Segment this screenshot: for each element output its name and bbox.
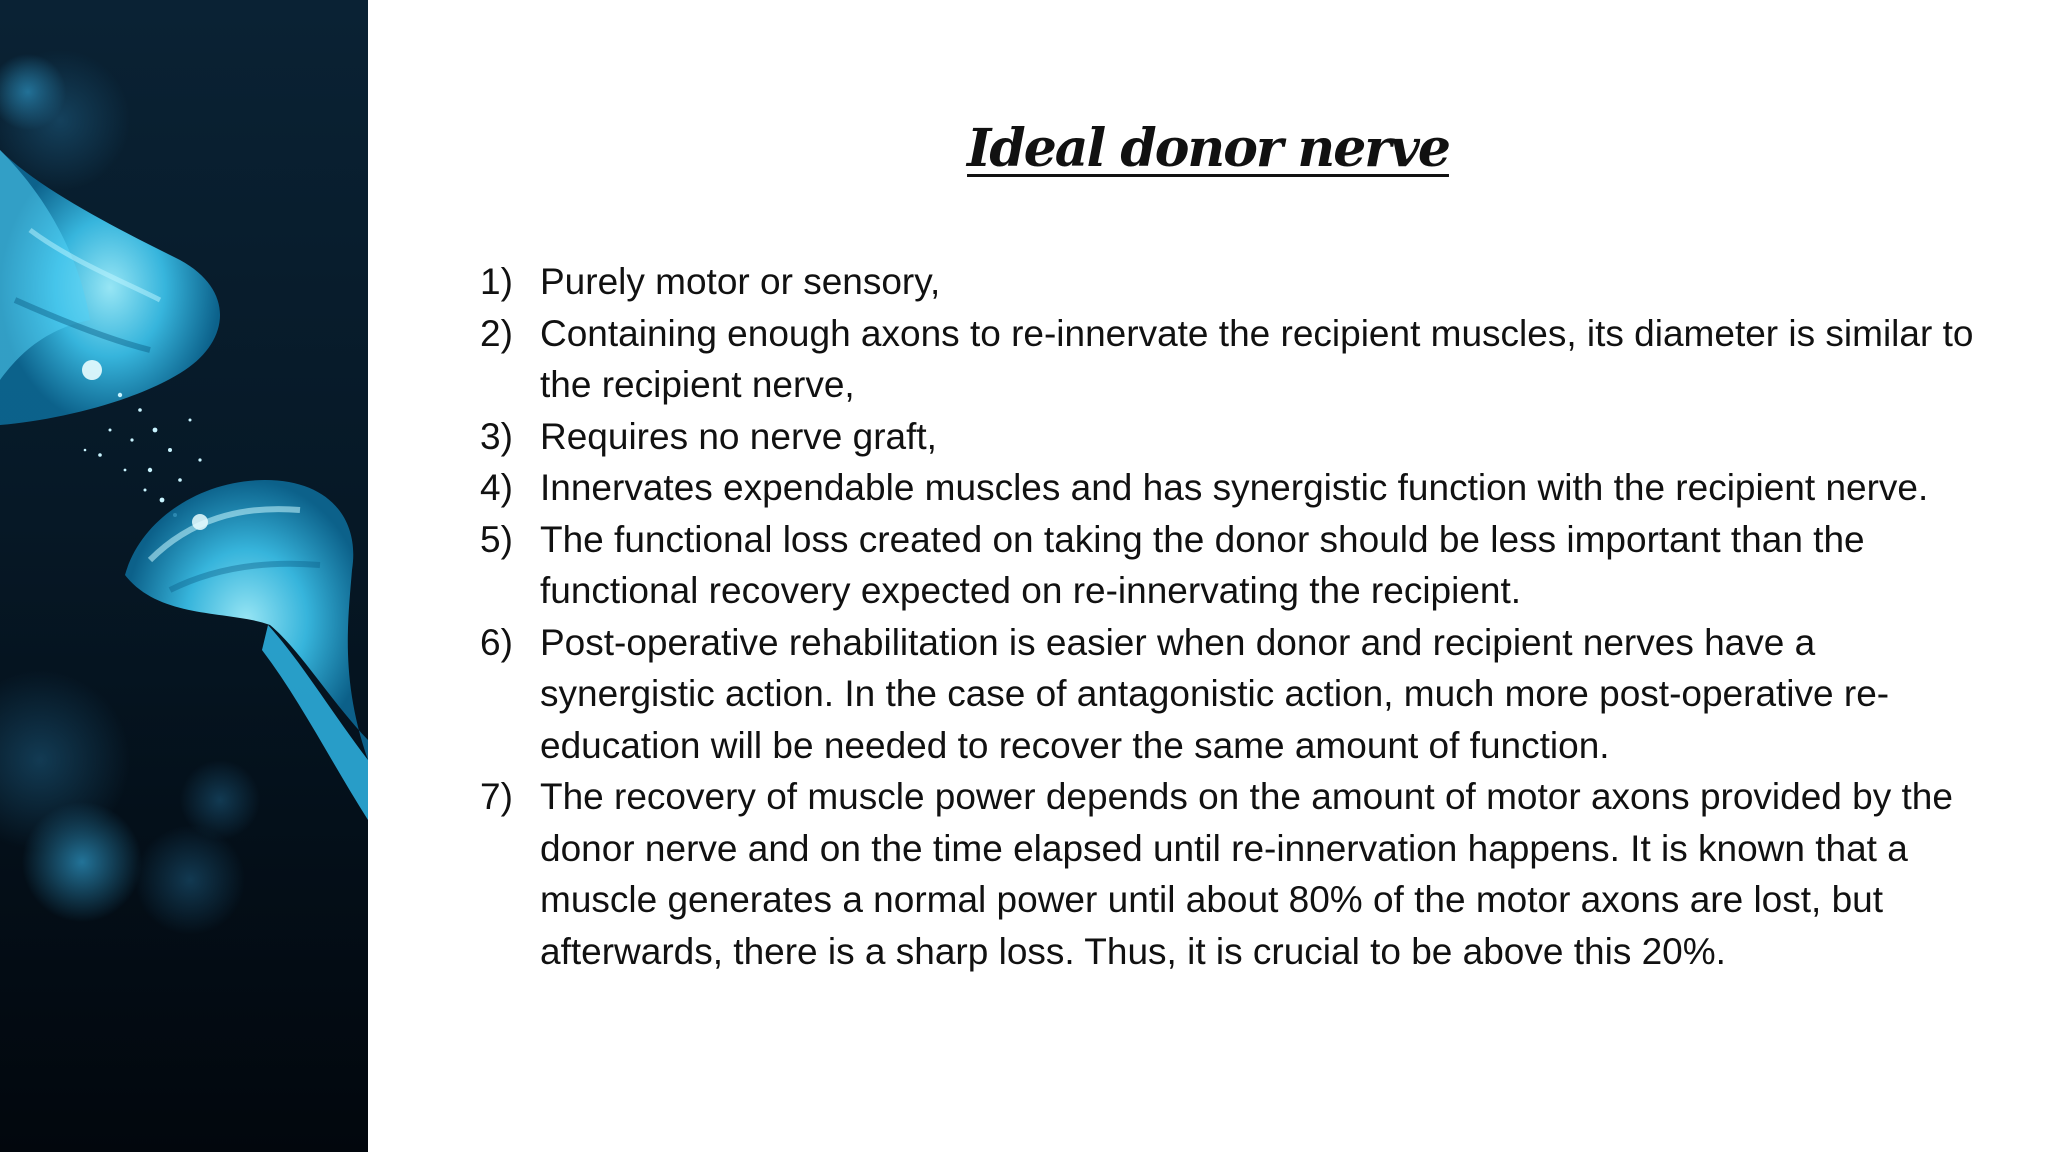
list-text: The recovery of muscle power depends on the amount of motor axons provided by the donor nerve and on the time elapsed until re-innervation happens. It is known that a muscle generates a normal power until about 80% of the motor axons are lost, but afterwards, there is a sharp loss. Thus, it is crucial to be above this 20%. — [540, 776, 1953, 972]
list-text: Post-operative rehabilitation is easier when donor and recipient nerves have a synergistic action. In the case of antagonistic action, much more post-operative re-education will be needed to recover the same amount of function. — [540, 621, 1890, 766]
slide-title: Ideal donor nerve — [967, 118, 1449, 179]
list-text: Containing enough axons to re-innervate the recipient muscles, its diameter is similar to the recipient nerve, — [540, 312, 1974, 405]
list-item — [480, 308, 2000, 411]
list-number: 7) — [480, 776, 513, 817]
list-number: 1) — [480, 261, 513, 302]
list-number: 5) — [480, 518, 513, 560]
list-number: 2) — [480, 312, 513, 354]
neuron-synapse-image — [0, 0, 368, 1152]
list-number: 4) — [480, 467, 513, 508]
donor-criteria-list — [480, 256, 2000, 977]
list-number: 6) — [480, 621, 513, 663]
list-number: 3) — [480, 415, 513, 457]
neuron-synapse-illustration — [0, 0, 368, 1152]
list-item — [480, 514, 2000, 617]
list-item — [480, 617, 2000, 772]
list-text: The functional loss created on taking the donor should be less important than the functional recovery expected on re-innervating the recipient. — [540, 518, 1865, 611]
list-item — [480, 411, 2000, 463]
list-item — [480, 256, 2000, 308]
list-text: Requires no nerve graft, — [540, 415, 937, 457]
list-text: Innervates expendable muscles and has synergistic function with the recipient nerve. — [540, 467, 1929, 508]
list-text: Purely motor or sensory, — [540, 261, 941, 302]
list-item — [480, 771, 2000, 977]
list-item — [480, 462, 2000, 514]
